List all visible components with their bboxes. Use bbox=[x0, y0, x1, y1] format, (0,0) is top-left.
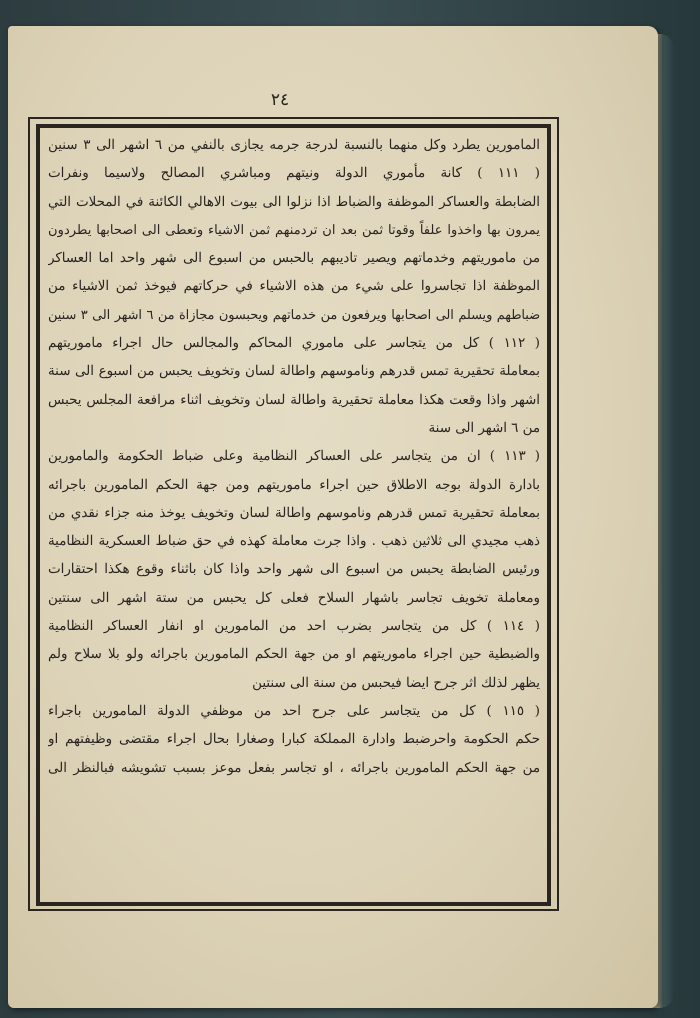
text-line: الضابطة والعساكر الموظفة والضباط اذا نزلوا الى بيوت الاهالي الكائنة في المحلات التي bbox=[48, 194, 540, 210]
text-line: ضباطهم ويسلم الى اصحابها ويرفعون من خدماتهم ويحبسون مجازاة من ٦ اشهر الى ٣ سنين bbox=[48, 307, 540, 323]
article-114-heading: ( ١١٤ ) كل من يتجاسر بضرب احد من المامورين او انفار العساكر النظامية bbox=[48, 619, 540, 635]
article-111-heading: ( ١١١ ) كانة مأموري الدولة ونيتهم ومباشري المصالح ولاسيما ونفرات bbox=[48, 166, 540, 182]
page-number: ٢٤ bbox=[270, 90, 290, 110]
text-line: بمعاملة تحقيرية تمس قدرهم وناموسهم واطالة لسان وتخويف يوخذ منه جزاء نقدي من bbox=[48, 505, 540, 521]
article-115-heading: ( ١١٥ ) كل من يتجاسر على جرح احد من موظفي الدولة المامورين باجراء bbox=[48, 703, 540, 719]
text-line: حكم الحكومة واحرضبط وادارة المملكة كبارا وصغارا بحال اجراء مقتضى وظيفتهم او bbox=[48, 732, 540, 748]
text-line: ورئيس الضابطة يحبس من اسبوع الى شهر واحد واذا كان باثناء وقوع هكذا احتقارات bbox=[48, 562, 540, 578]
text-line: من ماموريتهم وخدماتهم ويصير تاديبهم بالحبس من اسبوع الى شهر واحد اما العساكر bbox=[48, 251, 540, 267]
text-line: والضبطية حين اجراء ماموريتهم او من جهة الحكم المامورين باجرائه ولو بلا سلاح ولم bbox=[48, 647, 540, 663]
article-113-heading: ( ١١٣ ) ان من يتجاسر على العساكر النظامية وعلى ضباط الحكومة والمامورين bbox=[48, 449, 540, 465]
text-line: ومعاملة تخويف تجاسر باشهار السلاح فعلى كل يحبس من ستة اشهر الى سنتين bbox=[48, 590, 540, 606]
text-line: بمعاملة تحقيرية تمس قدرهم وناموسهم واطالة لسان وتخويف يحبس من اسبوع الى سنة bbox=[48, 364, 540, 380]
text-line: يظهر لذلك اثر جرح ايضا فيحبس من سنة الى سنتين bbox=[252, 675, 540, 691]
text-line: من جهة الحكم المامورين باجرائه ، او تجاسر بفعل موعز بسبب تشويشه فبالنظر الى bbox=[48, 760, 540, 776]
text-line: ذهب مجيدي الى ثلاثين ذهب . واذا جرت معاملة كهذه في حق ضباط العسكرية النظامية bbox=[48, 534, 540, 550]
text-line: بادارة الدولة بوجه الاطلاق حين اجراء ماموريتهم ومن جهة الحكم المامورين باجرائه bbox=[48, 477, 540, 493]
text-line: المامورين يطرد وكل منهما بالنسبة لدرجة جرمه يجازى بالنفي من ٦ اشهر الى ٣ سنين bbox=[48, 138, 540, 153]
legal-text-body bbox=[48, 132, 540, 892]
text-line: الموظفة اذا تجاسروا على شيء من هذه الاشياء في حركاتهم فيوخذ ثمن الاشياء من bbox=[48, 279, 540, 295]
article-112-heading: ( ١١٢ ) كل من يتجاسر على ماموري المحاكم والمجالس حال اجراء ماموريتهم bbox=[48, 336, 540, 352]
text-line: يمرون بها واخذوا علفاً وقوتا ثمن بعد ان تردمنهم ثمن الاشياء وتعطى الى اصحابها يطردون bbox=[48, 222, 540, 238]
text-line: اشهر واذا وقعت هكذا معاملة تحقيرية واطالة لسان وتخويف اثناء مرافعة المجلس يحبس bbox=[48, 392, 540, 408]
text-line: من ٦ اشهر الى سنة bbox=[428, 420, 540, 436]
